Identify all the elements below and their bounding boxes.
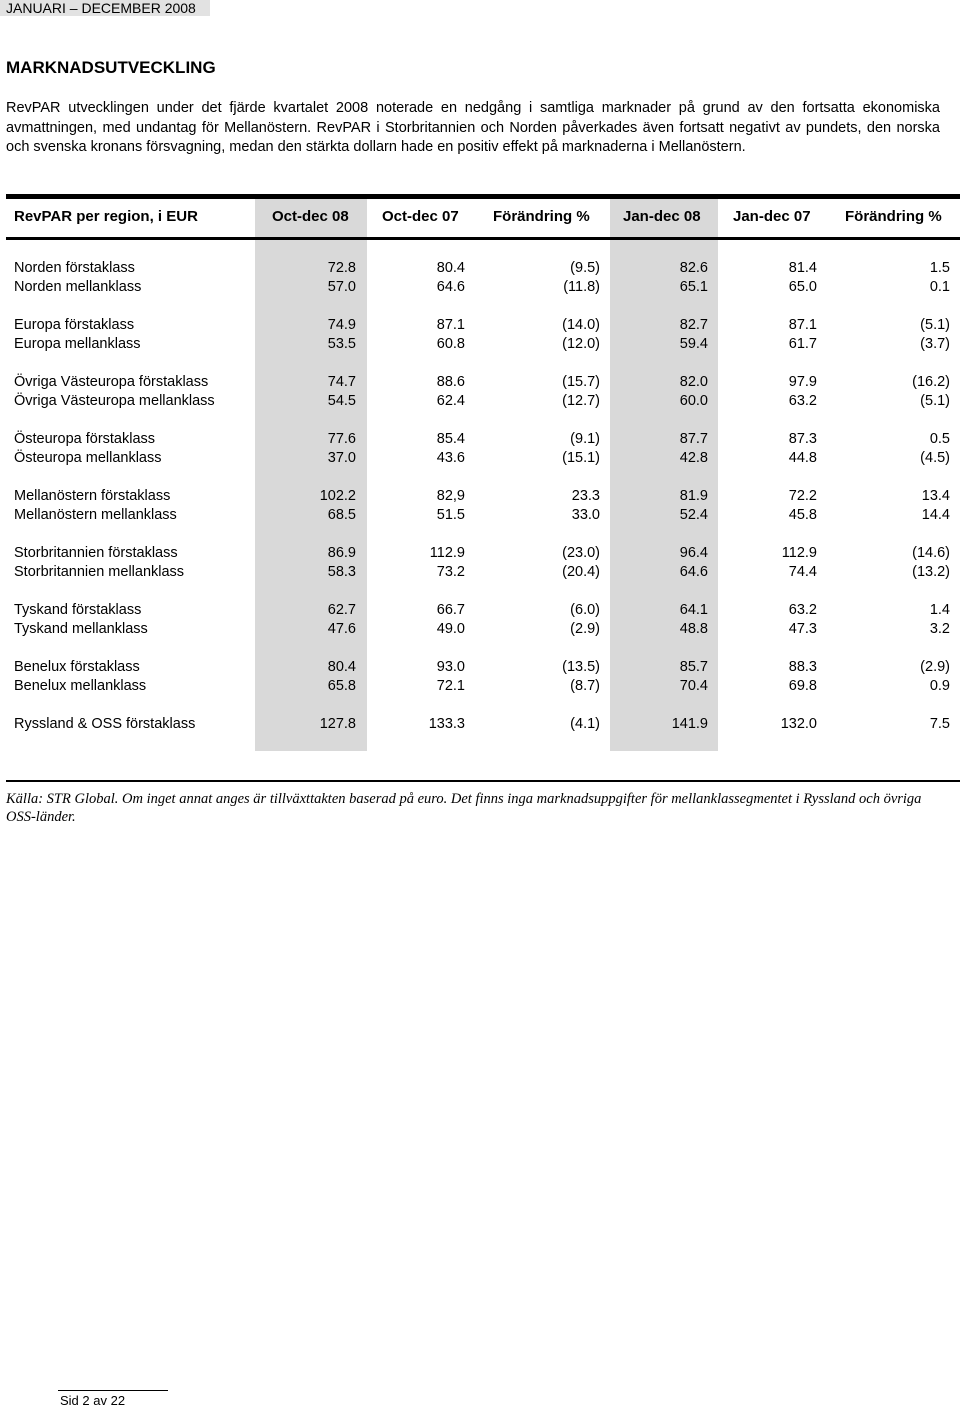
row-value: 65.1 [679,279,708,295]
table-row [0,715,960,734]
row-value: (23.0) [562,545,600,561]
row-value: 112.9 [429,545,465,561]
row-value: (13.2) [912,564,950,580]
table-row [0,335,960,354]
table-row [0,563,960,582]
row-value: 14.4 [921,507,950,523]
row-value: 66.7 [436,602,465,618]
table-row [0,392,960,411]
row-value: 62.7 [327,602,356,618]
intro-paragraph: RevPAR utvecklingen under det fjärde kvartalet 2008 noterade en nedgång i samtliga marknader på grund av den fortsatta ekonomiska avmattningen, med undantag för Mellanöstern. RevPAR i Storbritannien och Norden påverkades även fortsatt negativt av pundets, den norska och svenska kronans försvagning, medan den stärkta dollarn hade en positiv effekt på marknaderna i Mellanöstern. [6,100,940,156]
row-value: 82,9 [436,488,465,504]
row-value: (4.1) [570,716,600,732]
table-row [0,658,960,677]
row-value: 127.8 [319,716,356,732]
row-value: (2.9) [570,621,600,637]
table-row [0,544,960,563]
row-value: 48.8 [679,621,708,637]
row-value: 87.3 [788,431,817,447]
row-value: 33.0 [571,507,600,523]
header-change-y: Förändring % [845,208,942,225]
row-value: 74.7 [327,374,356,390]
row-value: 77.6 [327,431,356,447]
source-footnote: Källa: STR Global. Om inget annat anges är tillväxttakten baserad på euro. Det finns inga marknadsuppgifter för mellanklassegmentet i Ryssland och övriga OSS-länder. [6,791,922,825]
row-value: 63.2 [788,393,817,409]
row-value: 72.1 [436,678,465,694]
table-bottom-rule [6,780,960,782]
row-value: 81.9 [679,488,708,504]
row-label: Övriga Västeuropa mellanklass [14,393,215,409]
row-value: 60.8 [436,336,465,352]
row-value: 86.9 [327,545,356,561]
header-change-q: Förändring % [493,208,590,225]
row-label: Benelux mellanklass [14,678,147,694]
table-row [0,430,960,449]
row-value: (14.6) [912,545,950,561]
table-row [0,677,960,696]
row-value: 85.4 [436,431,465,447]
row-label: Övriga Västeuropa förstaklass [14,374,209,390]
row-value: 102.2 [319,488,356,504]
row-value: 59.4 [679,336,708,352]
header-oct08: Oct-dec 08 [272,208,349,225]
row-value: 72.8 [327,260,356,276]
row-value: 53.5 [327,336,356,352]
row-value: 64.6 [436,279,465,295]
table-row [0,259,960,278]
row-value: 87.7 [679,431,708,447]
row-value: (3.7) [920,336,950,352]
row-value: 69.8 [788,678,817,694]
page-number: Sid 2 av 22 [60,1393,126,1408]
row-value: 1.5 [929,260,950,276]
row-value: (9.1) [570,431,600,447]
row-value: 82.0 [679,374,708,390]
row-label: Storbritannien förstaklass [14,545,178,561]
table-row [0,506,960,525]
row-value: 52.4 [679,507,708,523]
row-value: 141.9 [671,716,708,732]
row-value: 132.0 [780,716,817,732]
row-value: 58.3 [327,564,356,580]
row-value: 51.5 [436,507,465,523]
row-value: (5.1) [920,393,950,409]
row-value: 65.0 [788,279,817,295]
row-value: 62.4 [436,393,465,409]
row-value: 70.4 [679,678,708,694]
row-value: 88.3 [788,659,817,675]
row-value: 80.4 [327,659,356,675]
row-value: (15.1) [562,450,600,466]
row-value: 61.7 [788,336,817,352]
row-value: 85.7 [679,659,708,675]
header-jan08: Jan-dec 08 [623,208,701,225]
table-row [0,373,960,392]
row-value: 13.4 [921,488,950,504]
row-value: (6.0) [570,602,600,618]
row-label: Norden mellanklass [14,279,142,295]
row-value: (20.4) [562,564,600,580]
row-value: 73.2 [436,564,465,580]
table-row [0,278,960,297]
row-value: (14.0) [562,317,600,333]
row-value: (16.2) [912,374,950,390]
row-value: 93.0 [436,659,465,675]
row-label: Ryssland & OSS förstaklass [14,716,196,732]
row-value: 0.5 [929,431,950,447]
row-value: 37.0 [327,450,356,466]
row-value: 44.8 [788,450,817,466]
row-value: 63.2 [788,602,817,618]
row-value: 80.4 [436,260,465,276]
row-value: 0.1 [929,279,950,295]
row-value: (9.5) [570,260,600,276]
row-value: 1.4 [929,602,950,618]
row-label: Östeuropa förstaklass [14,431,156,447]
row-value: 43.6 [436,450,465,466]
row-value: 57.0 [327,279,356,295]
table-row [0,620,960,639]
header-region: RevPAR per region, i EUR [14,208,198,225]
header-jan07: Jan-dec 07 [733,208,811,225]
row-label: Norden förstaklass [14,260,135,276]
row-value: 23.3 [571,488,600,504]
row-value: 88.6 [436,374,465,390]
row-value: (12.0) [562,336,600,352]
row-value: 45.8 [788,507,817,523]
row-value: (12.7) [562,393,600,409]
row-value: 64.1 [679,602,708,618]
row-label: Östeuropa mellanklass [14,450,162,466]
row-value: (8.7) [570,678,600,694]
row-value: 74.9 [327,317,356,333]
row-value: 97.9 [788,374,817,390]
row-value: 64.6 [679,564,708,580]
table-top-rule [6,194,960,199]
table-row [0,601,960,620]
row-value: 54.5 [327,393,356,409]
row-value: 7.5 [929,716,950,732]
row-value: (13.5) [562,659,600,675]
row-value: 81.4 [788,260,817,276]
row-value: 49.0 [436,621,465,637]
row-value: 65.8 [327,678,356,694]
row-label: Mellanöstern mellanklass [14,507,177,523]
table-row [0,487,960,506]
row-label: Storbritannien mellanklass [14,564,185,580]
row-value: 112.9 [781,545,817,561]
row-value: 3.2 [929,621,950,637]
header-oct07: Oct-dec 07 [382,208,459,225]
row-value: 68.5 [327,507,356,523]
row-label: Europa mellanklass [14,336,141,352]
row-value: 87.1 [788,317,817,333]
row-value: (15.7) [562,374,600,390]
row-value: 60.0 [679,393,708,409]
table-header-rule [6,237,960,240]
row-value: (5.1) [920,317,950,333]
row-value: 42.8 [679,450,708,466]
section-title: MARKNADSUTVECKLING [6,58,216,77]
row-value: (4.5) [920,450,950,466]
row-label: Mellanöstern förstaklass [14,488,171,504]
row-value: 72.2 [788,488,817,504]
row-label: Europa förstaklass [14,317,135,333]
page-number-rule [58,1390,168,1391]
row-value: 0.9 [929,678,950,694]
row-label: Tyskand mellanklass [14,621,148,637]
row-value: 82.7 [679,317,708,333]
header-period: JANUARI – DECEMBER 2008 [6,0,196,16]
table-row [0,316,960,335]
row-value: (2.9) [920,659,950,675]
row-label: Benelux förstaklass [14,659,140,675]
row-value: 133.3 [428,716,465,732]
row-label: Tyskand förstaklass [14,602,142,618]
row-value: 74.4 [788,564,817,580]
row-value: (11.8) [563,279,600,295]
row-value: 82.6 [679,260,708,276]
row-value: 47.3 [788,621,817,637]
table-row [0,449,960,468]
row-value: 47.6 [327,621,356,637]
row-value: 96.4 [679,545,708,561]
row-value: 87.1 [436,317,465,333]
